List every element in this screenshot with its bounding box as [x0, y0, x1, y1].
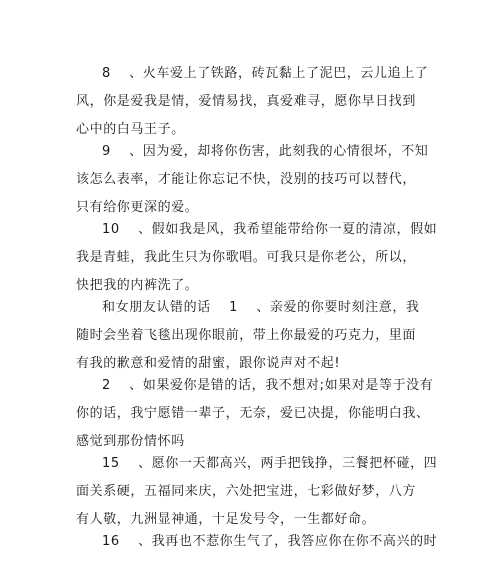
text-line: 9 、因为爱，却将你伤害，此刻我的心情很坏，不知	[102, 144, 429, 159]
text-line: 该怎么表率，才能让你忘记不快，没别的技巧可以替代，	[76, 172, 417, 187]
text-line: 我是青蛙，我此生只为你歌唱。可我只是你老公，所以，	[76, 250, 417, 265]
text-line: 随时会坐着飞毯出现你眼前，带上你最爱的巧克力，里面	[76, 328, 417, 343]
text-line: 面关系硬，五福同来庆，六处把宝进，七彩做好梦，八方	[76, 484, 417, 499]
paragraph-15	[76, 450, 436, 534]
text-line: 有人敬，九洲显神通，十足发号令，一生都好命。	[76, 512, 376, 527]
paragraph-2	[76, 372, 436, 456]
text-line: 只有给你更深的爱。	[76, 200, 199, 215]
paragraph-apology-1	[76, 294, 436, 378]
text-line: 2 、如果爱你是错的话，我不想对;如果对是等于没有	[102, 378, 434, 393]
text-line: 风，你是爱我是情，爱情易找，真爱难寻，愿你早日找到	[76, 94, 417, 109]
text-line: 8 、火车爱上了铁路，砖瓦黏上了泥巴，云儿追上了	[102, 66, 429, 81]
text-line: 心中的白马王子。	[76, 122, 185, 137]
text-line: 感觉到那份情怀吗	[76, 434, 185, 449]
text-line: 10 、假如我是风，我希望能带给你一夏的清凉，假如	[102, 222, 438, 237]
text-line: 15 、愿你一天都高兴，两手把钱挣，三餐把杯碰，四	[102, 456, 438, 471]
text-line: 和女朋友认错的话 1 、亲爱的你要时刻注意，我	[102, 300, 420, 315]
text-line: 快把我的内裤洗了。	[76, 278, 199, 293]
text-line: 有我的歉意和爱情的甜蜜，跟你说声对不起!	[76, 356, 341, 371]
paragraph-8	[76, 60, 436, 144]
text-line: 你的话，我宁愿错一辈子，无奈，爱已决提，你能明白我、	[76, 406, 430, 421]
paragraph-16	[76, 528, 436, 556]
paragraph-9	[76, 138, 436, 222]
paragraph-10	[76, 216, 436, 300]
text-line: 16 、我再也不惹你生气了，我答应你在你不高兴的时	[102, 534, 438, 549]
